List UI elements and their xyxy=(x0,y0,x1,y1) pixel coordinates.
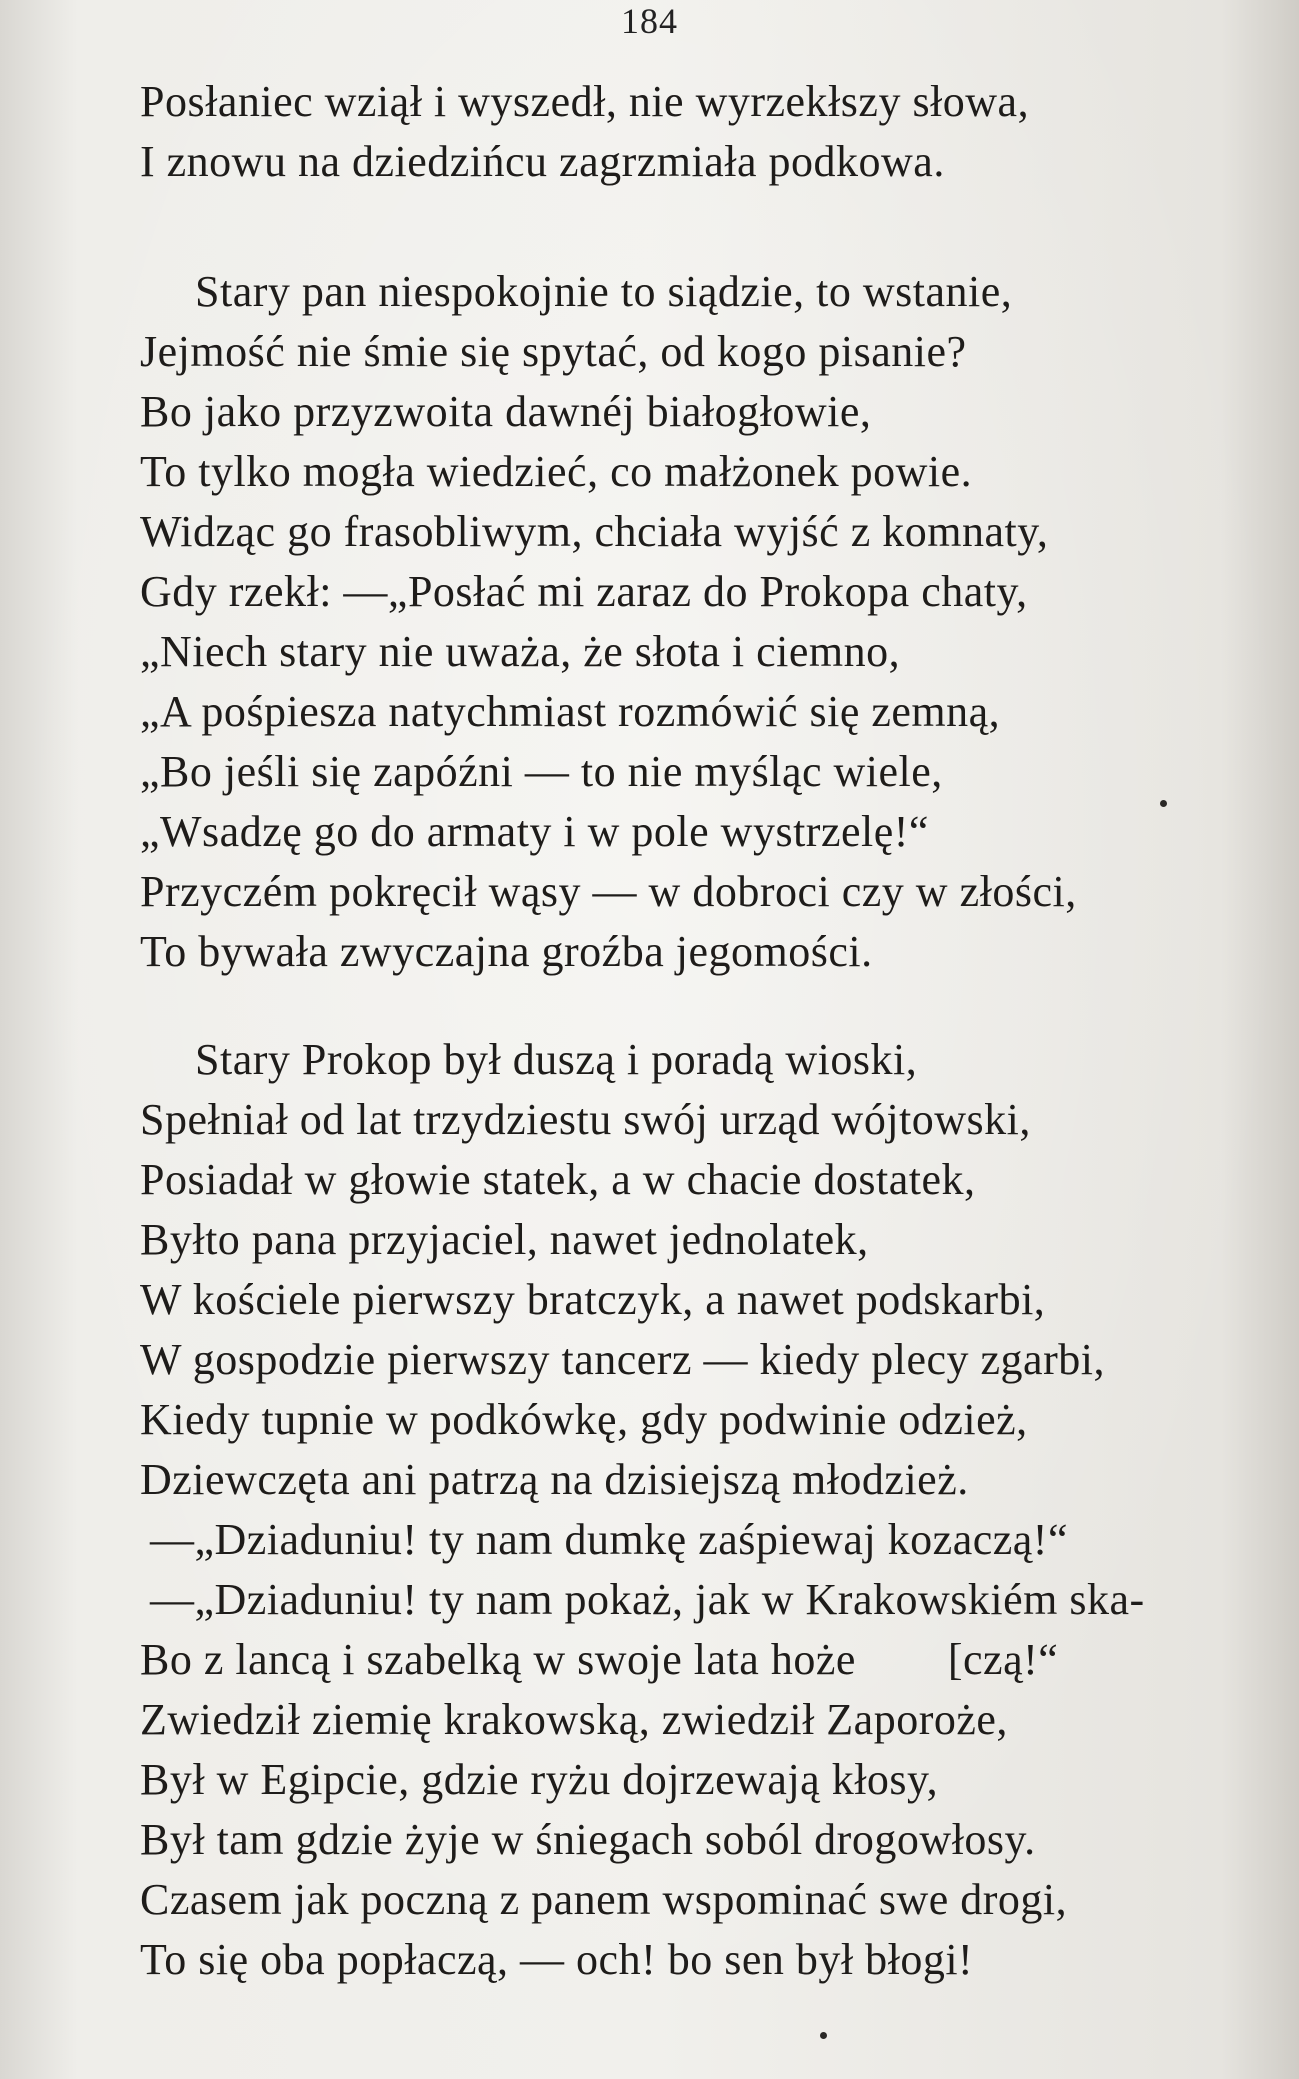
verse-line: Jejmość nie śmie się spytać, od kogo pisanie? xyxy=(140,327,967,376)
verse-line: Byłto pana przyjaciel, nawet jednolatek, xyxy=(140,1215,869,1264)
verse-line: „A pośpiesza natychmiast rozmówić się zemną, xyxy=(140,687,1001,736)
stanza-1 xyxy=(140,72,1260,192)
verse-line: Przyczém pokręcił wąsy — w dobroci czy w złości, xyxy=(140,867,1077,916)
verse-line: Kiedy tupnie w podkówkę, gdy podwinie odzież, xyxy=(140,1395,1028,1444)
verse-line: Zwiedził ziemię krakowską, zwiedził Zaporoże, xyxy=(140,1695,1008,1744)
verse-line: „Niech stary nie uważa, że słota i ciemno, xyxy=(140,627,901,676)
verse-line: Stary pan niespokojnie to siądzie, to wstanie, xyxy=(195,267,1013,316)
verse-line: Czasem jak poczną z panem wspominać swe drogi, xyxy=(140,1875,1068,1924)
verse-line: Posłaniec wziął i wyszedł, nie wyrzekłszy słowa, xyxy=(140,77,1030,126)
verse-line: W kościele pierwszy bratczyk, a nawet podskarbi, xyxy=(140,1275,1046,1324)
verse-line: To tylko mogła wiedzieć, co małżonek powie. xyxy=(140,447,973,496)
verse-line: Był w Egipcie, gdzie ryżu dojrzewają kłosy, xyxy=(140,1755,939,1804)
verse-line: „Wsadzę go do armaty i w pole wystrzelę!“ xyxy=(140,807,929,856)
verse-line: Gdy rzekł: —„Posłać mi zaraz do Prokopa chaty, xyxy=(140,567,1028,616)
verse-line: W gospodzie pierwszy tancerz — kiedy plecy zgarbi, xyxy=(140,1335,1105,1384)
verse-line: Bo jako przyzwoita dawnéj białogłowie, xyxy=(140,387,872,436)
verse-line: Bo z lancą i szabelką w swoje lata hoże [czą!“ xyxy=(140,1635,1059,1684)
verse-line: I znowu na dziedzińcu zagrzmiała podkowa. xyxy=(140,137,945,186)
stanza-3 xyxy=(140,1030,1260,1990)
verse-line: Stary Prokop był duszą i poradą wioski, xyxy=(195,1035,918,1084)
verse-line: —„Dziaduniu! ty nam pokaż, jak w Krakowskiém ska- xyxy=(150,1575,1145,1624)
ink-speck xyxy=(1160,800,1167,807)
stanza-2 xyxy=(140,262,1260,982)
verse-line: Posiadał w głowie statek, a w chacie dostatek, xyxy=(140,1155,976,1204)
verse-line: To się oba popłaczą, — och! bo sen był błogi! xyxy=(140,1935,974,1984)
verse-line: Dziewczęta ani patrzą na dzisiejszą młodzież. xyxy=(140,1455,969,1504)
verse-line: Widząc go frasobliwym, chciała wyjść z komnaty, xyxy=(140,507,1049,556)
ink-speck xyxy=(820,2032,827,2039)
page-number: 184 xyxy=(621,1,678,41)
verse-line: Był tam gdzie żyje w śniegach soból drogowłosy. xyxy=(140,1815,1036,1864)
verse-line: —„Dziaduniu! ty nam dumkę zaśpiewaj kozaczą!“ xyxy=(150,1515,1068,1564)
verse-line: To bywała zwyczajna groźba jegomości. xyxy=(140,927,873,976)
verse-line: „Bo jeśli się zapóźni — to nie myśląc wiele, xyxy=(140,747,943,796)
verse-line: Spełniał od lat trzydziestu swój urząd wójtowski, xyxy=(140,1095,1031,1144)
